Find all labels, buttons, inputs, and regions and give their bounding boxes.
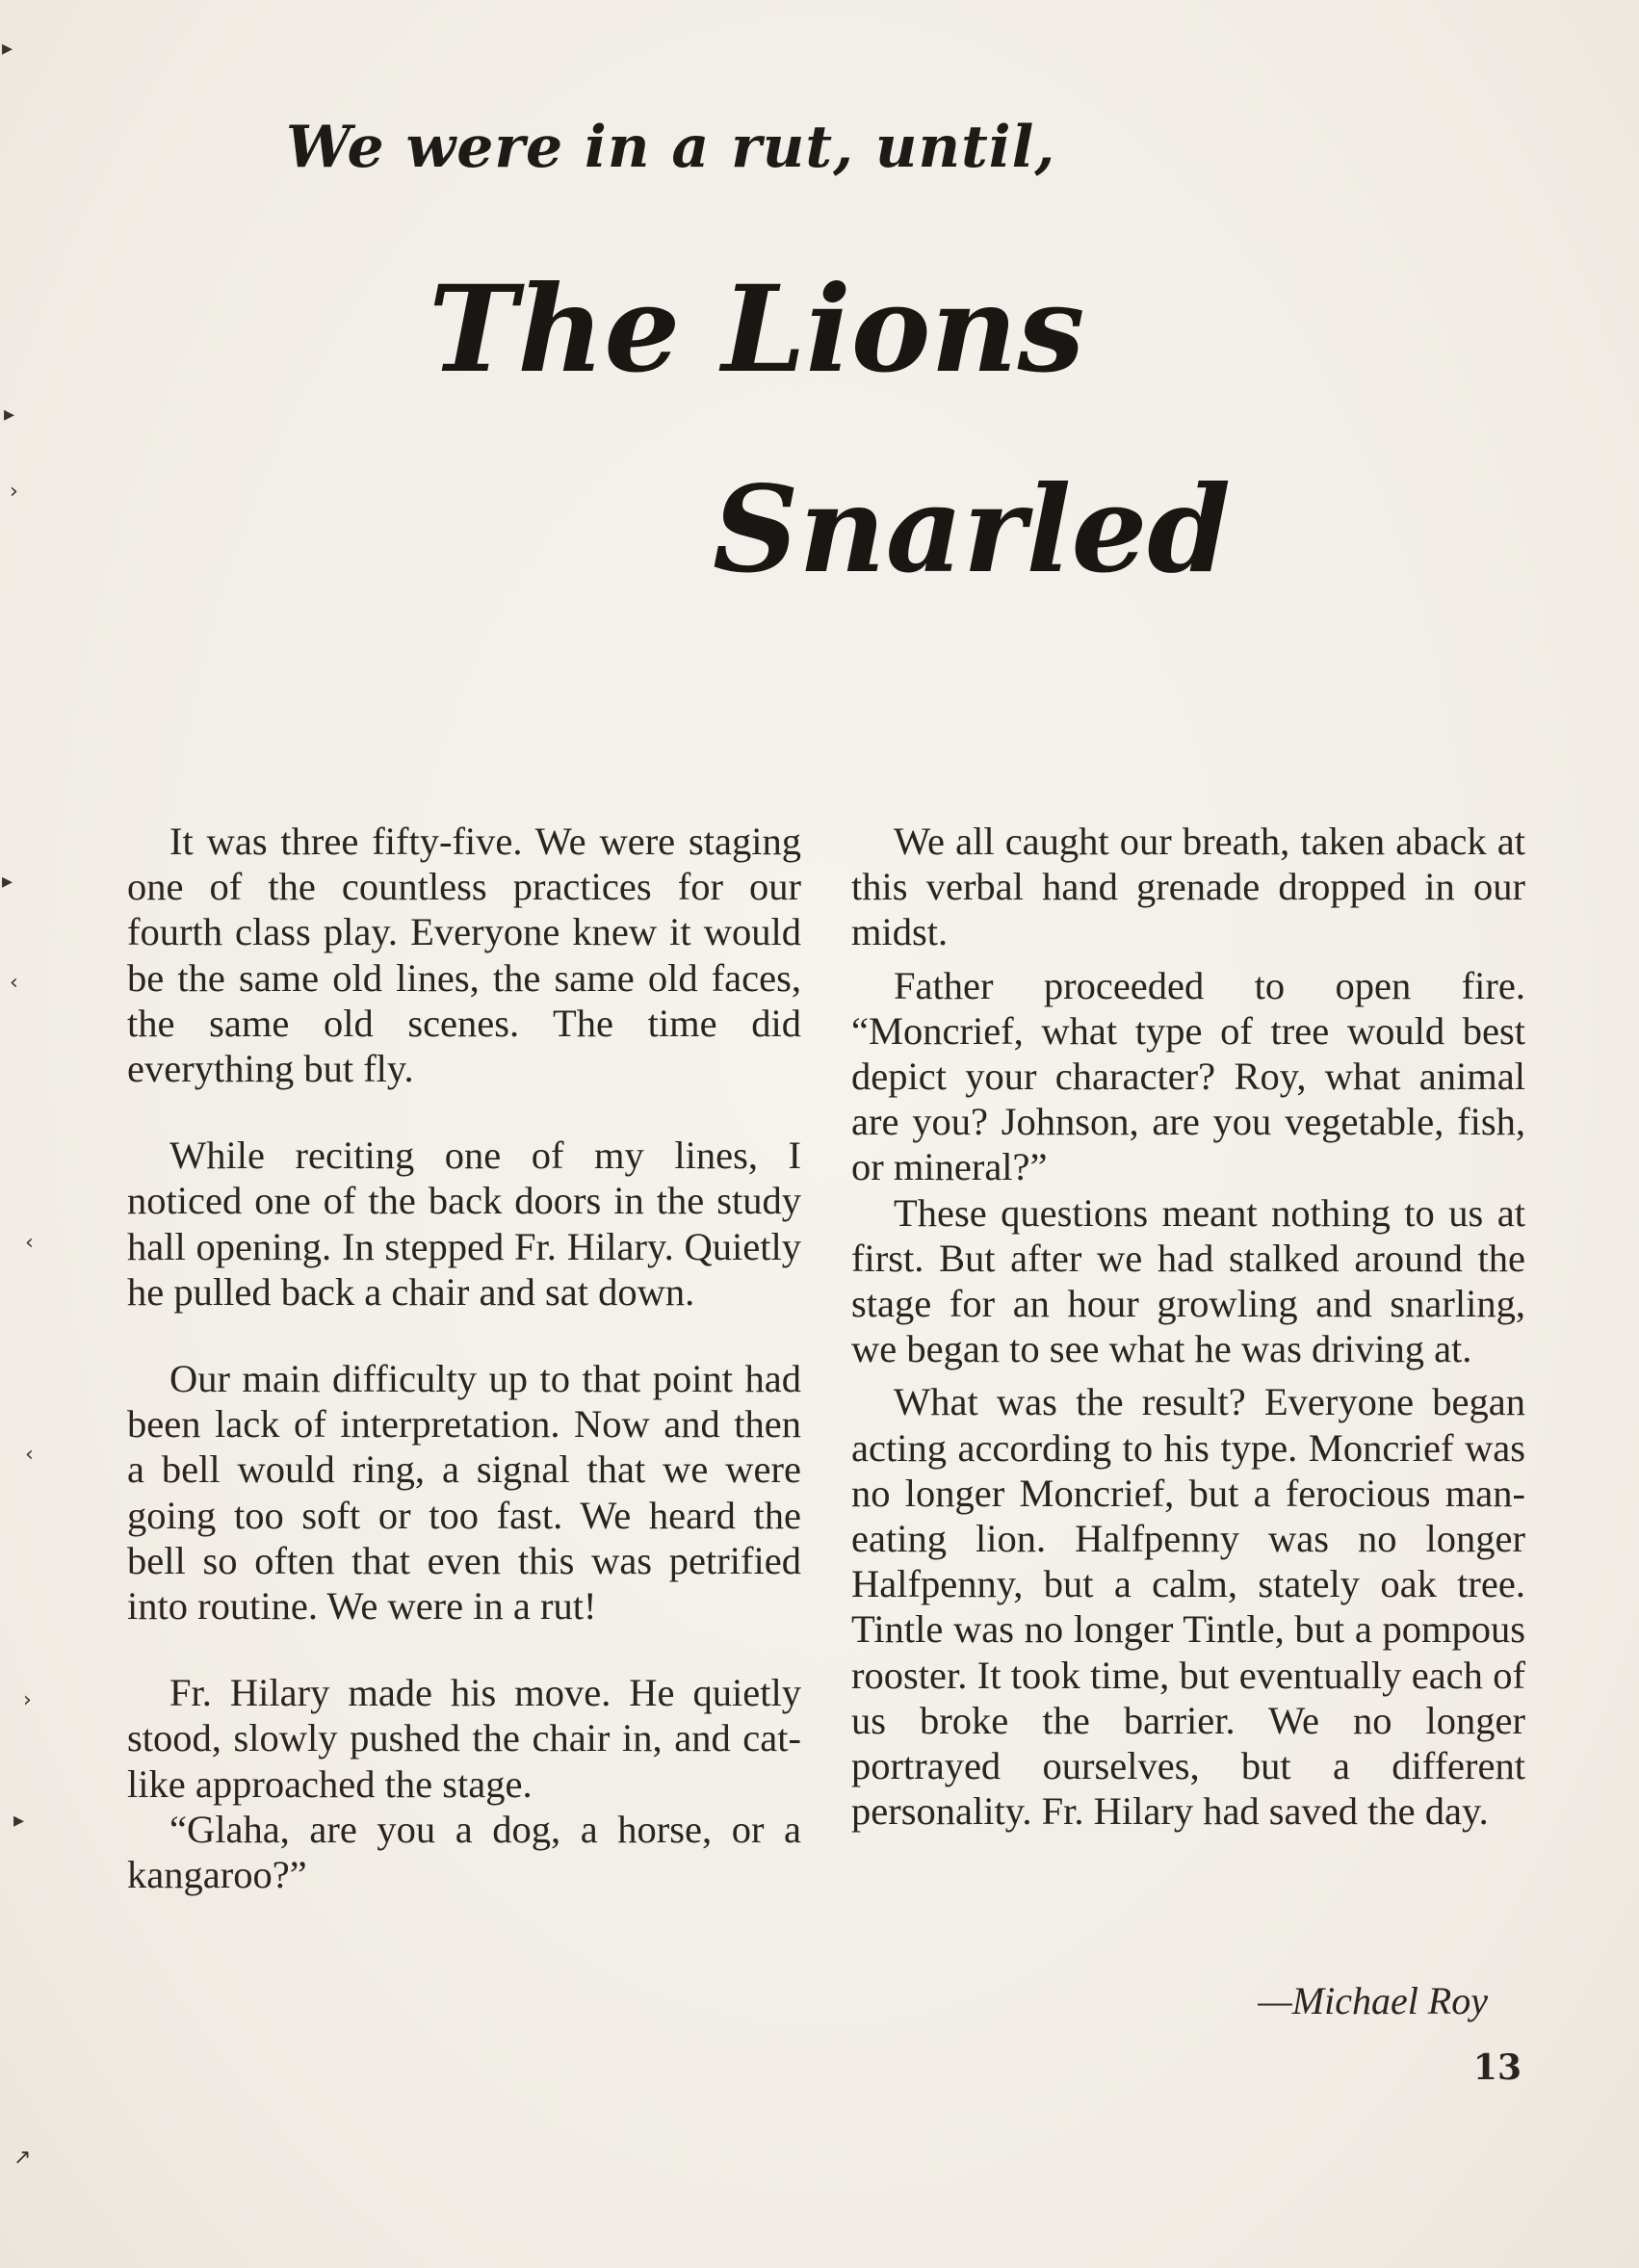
- right-text-column: [851, 819, 1525, 1834]
- binding-mark: ›: [23, 1688, 32, 1712]
- binding-mark: ▸: [2, 37, 13, 61]
- binding-mark: ▸: [4, 403, 15, 427]
- binding-mark: ▸: [2, 870, 13, 894]
- article-title-line-2: Snarled: [713, 460, 1232, 600]
- paragraph: It was three fifty-five. We were staging one of the countless practices for our fourth class play. Everyone knew it would be the same old lines, the same old faces, the same old scenes. The time did everything but fly.: [127, 820, 801, 1091]
- kicker-heading: We were in a rut, until,: [286, 114, 1056, 181]
- binding-mark: ›: [10, 480, 18, 504]
- paragraph: “Glaha, are you a dog, a horse, or a kangaroo?”: [127, 1807, 801, 1897]
- paragraph: What was the result? Everyone began acting according to his type. Moncrief was no longer Moncrief, but a ferocious man-eating lion. Halfpenny was no longer Halfpenny, but a calm, stately oak tree. Tintle was no longer Tintle, but a pompous rooster. It took time, but eventually each of us broke the barrier. We no longer portrayed ourselves, but a different personality. Fr. Hilary had saved the day.: [851, 1380, 1525, 1834]
- paragraph: While reciting one of my lines, I noticed one of the back doors in the study hall opening. In stepped Fr. Hilary. Quietly he pulled back a chair and sat down.: [127, 1134, 801, 1314]
- paragraph: We all caught our breath, taken aback at this verbal hand grenade dropped in our midst.: [851, 820, 1525, 954]
- binding-mark: ‹: [25, 1443, 34, 1467]
- paragraph: Fr. Hilary made his move. He quietly stood, slowly pushed the chair in, and cat-like approached the stage.: [127, 1671, 801, 1806]
- page-number: 13: [1472, 2047, 1522, 2088]
- paragraph: Father proceeded to open fire. “Moncrief, what type of tree would best depict your character? Roy, what animal are you? Johnson, are you vegetable, fish, or mineral?”: [851, 963, 1525, 1189]
- article-title-line-1: The Lions: [429, 260, 1085, 400]
- binding-mark: ‹: [25, 1231, 34, 1255]
- binding-mark: ‹: [10, 971, 18, 995]
- binding-edge-marks: [0, 0, 39, 2268]
- binding-mark: ▸: [13, 1809, 25, 1833]
- binding-mark: ↗: [13, 2146, 32, 2170]
- left-text-column: [127, 819, 801, 1897]
- paragraph: Our main difficulty up to that point had been lack of interpretation. Now and then a bell would ring, a signal that we were going too soft or too fast. We heard the bell so often that even this was petrified into routine. We were in a rut!: [127, 1357, 801, 1629]
- author-byline: —Michael Roy: [1258, 1979, 1488, 2022]
- paragraph: These questions meant nothing to us at first. But after we had stalked around the stage for an hour growling and snarling, we began to see what he was driving at.: [851, 1190, 1525, 1371]
